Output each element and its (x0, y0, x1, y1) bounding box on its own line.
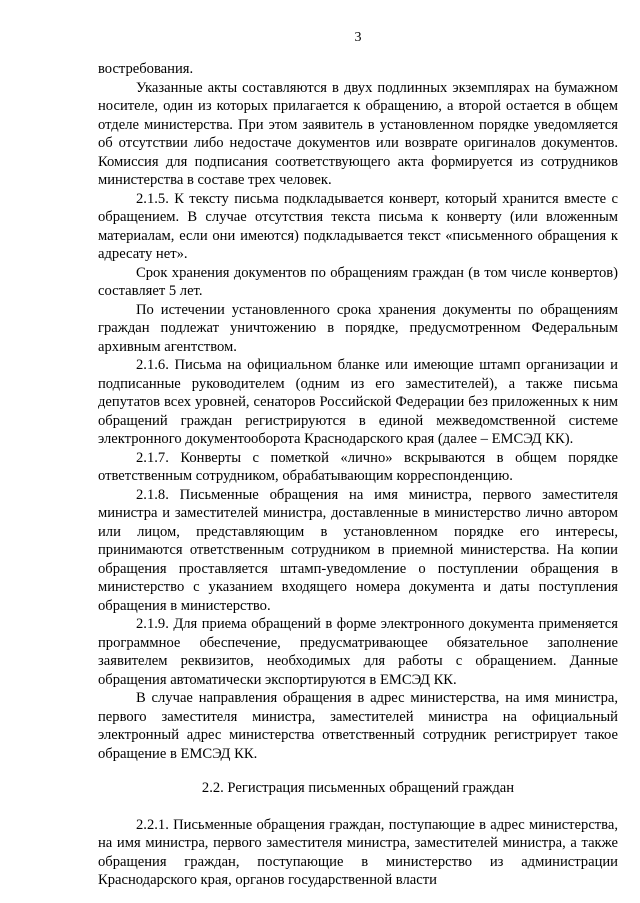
paragraph-destruction: По истечении установленного срока хранения документы по обращениям граждан подлежат уничтожению в порядке, предусмотренном Федеральным архивным агентством. (98, 301, 618, 355)
paragraph-2-1-8: 2.1.8. Письменные обращения на имя министра, первого заместителя министра и заместителей министра, доставленные в министерство лично автором или лицом, представляющим в установленном порядке его интересы, принимаются ответственным сотрудником в приемной министерства. На копии обращения проставляется штамп-уведомление о поступлении обращения в министерство с указанием входящего номера документа и даты поступления обращения в министерство. (98, 486, 618, 614)
paragraph-2-1-5: 2.1.5. К тексту письма подкладывается конверт, который хранится вместе с обращением. В случае отсутствия текста письма к конверту (или вложенным материалам, если они имеются) подкладывается текст «письменного обращения к адресату нет». (98, 190, 618, 262)
paragraph-2-1-9: 2.1.9. Для приема обращений в форме электронного документа применяется программное обеспечение, предусматривающее обязательное заполнение заявителем реквизитов, необходимых для работы с обращением. Данные обращения автоматически экспортируются в ЕМСЭД КК. (98, 616, 618, 688)
paragraph-storage-period: Срок хранения документов по обращениям граждан (в том числе конвертов) составляет 5 лет. (98, 264, 618, 299)
paragraph-acts: Указанные акты составляются в двух подлинных экземплярах на бумажном носителе, один из которых прилагается к обращению, а второй остается в общем отделе министерства. При этом заявитель в установленном порядке уведомляется об отсутствии либо недостаче документов или возврате оригиналов документов. Комиссия для подписания соответствующего акта формируется из сотрудников министерства в составе трех человек. (98, 79, 618, 188)
page-number: 3 (354, 30, 362, 45)
paragraph-2-1-7: 2.1.7. Конверты с пометкой «лично» вскрываются в общем порядке ответственным сотрудником, обрабатывающим корреспонденцию. (98, 449, 618, 484)
paragraph-continuation: востребования. (98, 61, 194, 77)
section-heading: 2.2. Регистрация письменных обращений граждан (201, 780, 515, 796)
paragraph-electronic-address: В случае направления обращения в адрес министерства, на имя министра, первого заместителя министра, заместителей министра на официальный электронный адрес министерства ответственный сотрудник регистрирует такое обращение в ЕМСЭД КК. (98, 690, 618, 762)
document-body (98, 60, 618, 890)
paragraph-2-1-6: 2.1.6. Письма на официальном бланке или имеющие штамп организации и подписанные руководителем (одним из его заместителей), а также письма депутатов всех уровней, сенаторов Российской Федерации без приложенных к ним обращений граждан регистрируются в единой межведомственной системе электронного документооборота Краснодарского края (далее – ЕМСЭД КК). (98, 357, 618, 447)
paragraph-2-2-1: 2.2.1. Письменные обращения граждан, поступающие в адрес министерства, на имя министра, первого заместителя министра, заместителей министра, а также обращения граждан, поступающие в министерство из администрации Краснодарского края, органов государственной власти (98, 816, 618, 888)
